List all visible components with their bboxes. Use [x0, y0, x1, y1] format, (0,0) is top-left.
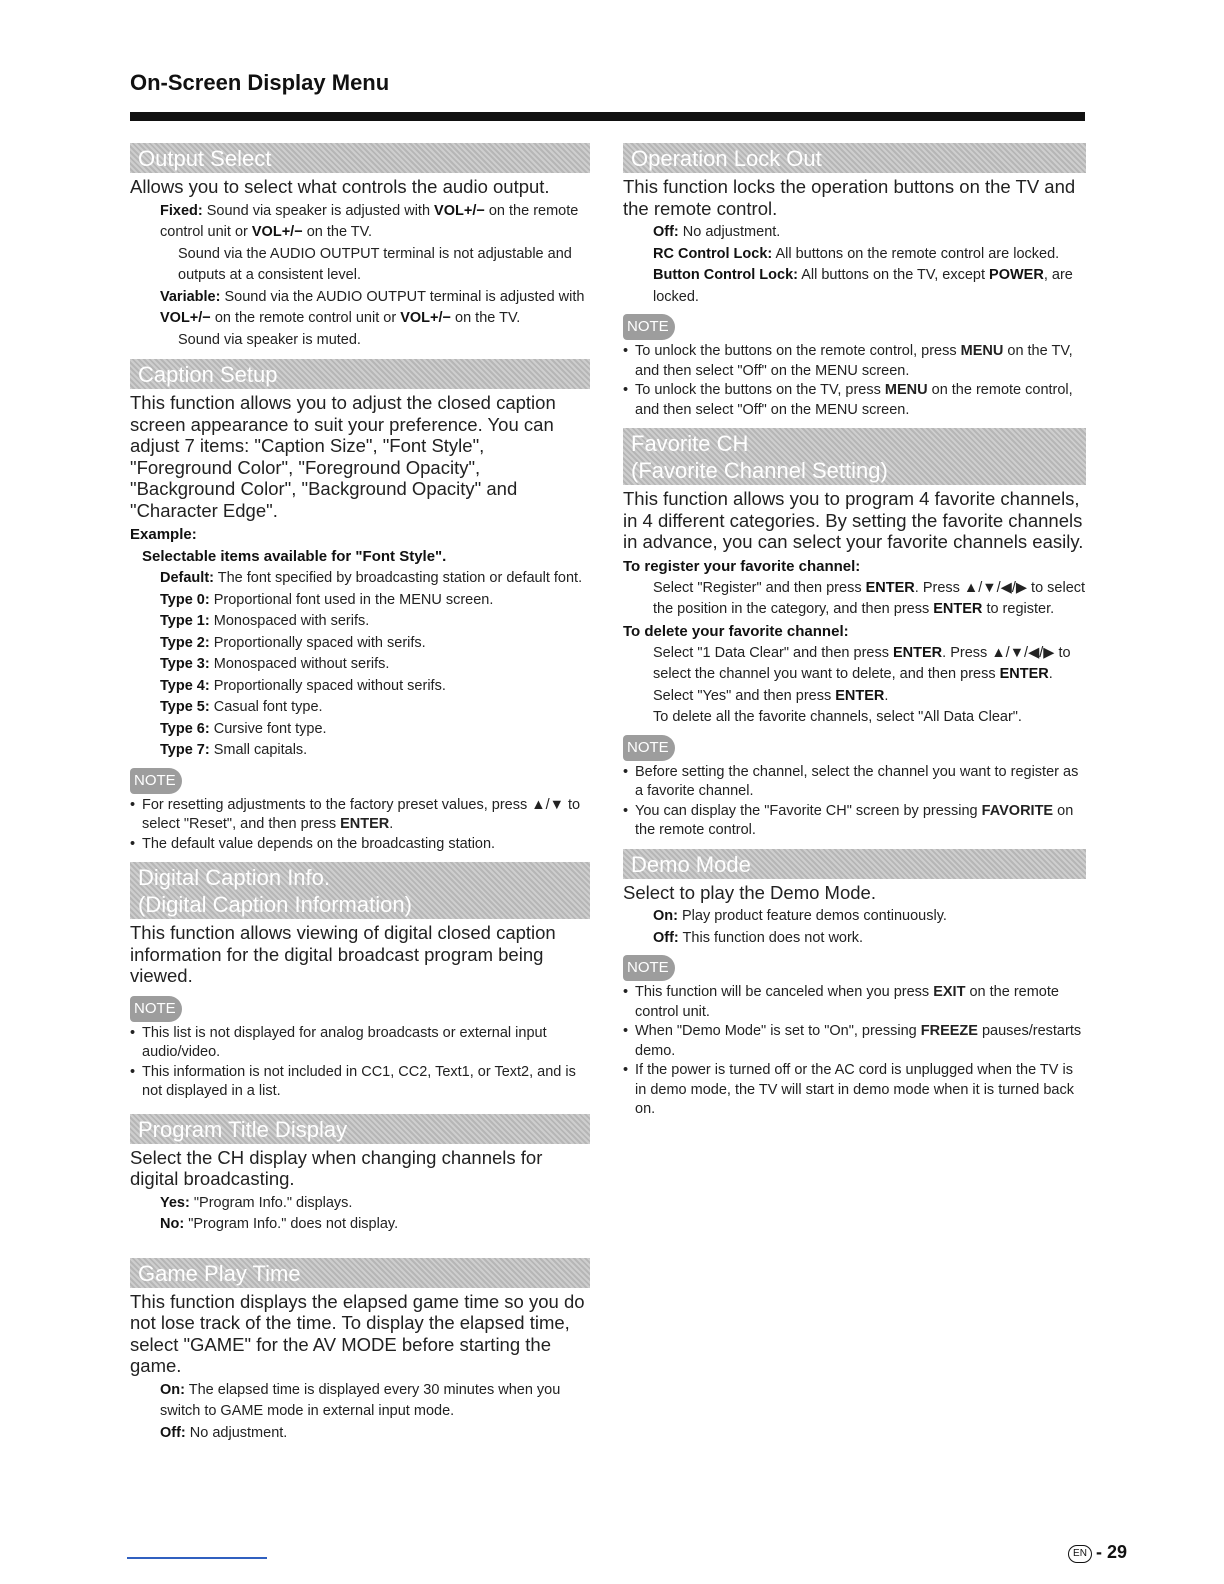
option-text: Small capitals. [213, 742, 308, 758]
right-column [623, 143, 1086, 1120]
option-variable [130, 287, 590, 330]
note-badge: NOTE [623, 314, 675, 340]
note-item [623, 381, 1086, 420]
option-label: Variable: [160, 288, 221, 305]
section-digital-caption-info [130, 862, 590, 1102]
note-text: You can display the "Favorite CH" screen by pressing [635, 802, 978, 819]
list-item [130, 654, 590, 676]
step-text: . Select "Yes" and then press [653, 666, 1053, 704]
note-item [130, 796, 590, 835]
note-item: • If the power is turned off or the AC cord is unplugged when the TV is in demo mode, the TV will start in demo mode when it is turned back on. [623, 1061, 1086, 1120]
list-item [130, 633, 590, 655]
option-off [623, 928, 1086, 950]
option-label: Button Control Lock: [653, 267, 798, 283]
option-text: Monospaced without serifs. [213, 656, 390, 672]
option-label: Type 5: [160, 699, 210, 715]
note-text: on the remote control. [635, 802, 1074, 838]
option-label: Default: [160, 570, 214, 586]
section-intro: This function displays the elapsed game time so you do not lose track of the time. To display the elapsed time, select "GAME" for the AV MODE before starting the game. [130, 1290, 585, 1376]
note-item: • The default value depends on the broadcasting station. [130, 835, 590, 855]
section-title: Operation Lock Out [623, 143, 1086, 173]
step-text: Select "Register" and then press [653, 579, 862, 596]
register-steps [623, 578, 1086, 621]
key-label: VOL+/− [434, 202, 485, 219]
option-fixed [130, 201, 590, 244]
key-label: ENTER [865, 579, 915, 596]
section-intro: This function locks the operation buttons on the TV and the remote control. [623, 176, 1076, 219]
section-intro: This function allows you to program 4 favorite channels, in 4 different categories. By setting the favorite channels in advance, you can select your favorite channels easily. [623, 488, 1084, 552]
option-text: Monospaced with serifs. [213, 613, 370, 629]
step-text: Select "1 Data Clear" and then press [653, 644, 889, 661]
option-text: , are locked. [653, 267, 1073, 305]
list-item [130, 676, 590, 698]
key-label: ENTER [893, 644, 943, 661]
option-text: Cursive font type. [213, 720, 327, 737]
list-item [130, 611, 590, 633]
note-item [623, 342, 1086, 381]
option-text: "Program Info." displays. [193, 1194, 353, 1211]
note-text: pauses/restarts demo. [635, 1023, 1082, 1059]
section-output-select [130, 143, 590, 351]
register-label: To register your favorite channel: [623, 557, 861, 575]
option-text: All buttons on the TV, except [801, 267, 986, 283]
section-intro: Allows you to select what controls the audio output. [130, 176, 550, 197]
option-label: Type 3: [160, 656, 210, 672]
option-label: Off: [653, 929, 679, 946]
option-on [130, 1380, 590, 1423]
note-text: To unlock the buttons on the TV, press [635, 382, 881, 398]
step-text: . [884, 687, 889, 704]
option-text: The font specified by broadcasting station or default font. [217, 570, 583, 586]
delete-label: To delete your favorite channel: [623, 622, 849, 640]
section-title: Demo Mode [623, 849, 1086, 879]
note-item: • This list is not displayed for analog broadcasts or external input audio/video. [130, 1024, 590, 1063]
selectable-label: Selectable items available for "Font Style". [142, 548, 447, 565]
option-label: On: [160, 1381, 185, 1398]
note-text: When "Demo Mode" is set to "On", pressing [635, 1023, 917, 1039]
list-item [130, 740, 590, 762]
section-intro: Select the CH display when changing channels for digital broadcasting. [130, 1146, 543, 1189]
note-item [623, 1022, 1086, 1061]
step-text: . Press ▲/▼/◀/▶ to select the channel you want to delete, and then press [653, 644, 1071, 682]
note-text: on the remote control unit. [635, 984, 1059, 1020]
key-label: VOL+/− [160, 310, 211, 326]
option-text: "Program Info." does not display. [188, 1216, 399, 1232]
note-item [623, 802, 1086, 841]
list-item [130, 568, 590, 590]
footer-link-line [127, 1557, 267, 1559]
section-title [623, 428, 1086, 485]
list-item [130, 590, 590, 612]
section-program-title-display [130, 1114, 590, 1236]
page-header [130, 70, 1085, 96]
section-demo-mode [623, 849, 1086, 1120]
step-text: to register. [986, 601, 1055, 617]
option-text: No adjustment. [682, 224, 781, 240]
option-label: Type 1: [160, 613, 210, 629]
option-label: Off: [160, 1424, 186, 1441]
key-label: MENU [960, 343, 1004, 359]
option-text: on the remote control unit or [160, 202, 579, 240]
option-off [130, 1423, 590, 1445]
note-text: For resetting adjustments to the factory preset values, press ▲/▼ to select "Reset", and then press [142, 796, 581, 832]
note-text: . [389, 816, 394, 832]
note-text: on the TV, and then select "Off" on the MENU screen. [635, 343, 1073, 379]
option-label: Yes: [160, 1194, 190, 1211]
section-intro: This function allows you to adjust the closed caption screen appearance to suit your preference. You can adjust 7 items: "Caption Size", "Font Style", "Foreground Color", "Foreground Opacity", "Background Color", "Background Opacity" and "Character Edge". [130, 392, 556, 521]
left-column [130, 143, 590, 1444]
option-text: Proportionally spaced with serifs. [213, 634, 426, 651]
key-label: MENU [884, 382, 928, 398]
key-label: POWER [989, 267, 1044, 283]
key-label: ENTER [340, 816, 390, 832]
section-title-line: (Favorite Channel Setting) [631, 458, 888, 483]
note-item: • This information is not included in CC1, CC2, Text1, or Text2, and is not displayed in a list. [130, 1063, 590, 1102]
page-number-text: - 29 [1096, 1542, 1128, 1562]
option-text: on the TV. [306, 224, 373, 240]
option-no [130, 1214, 590, 1236]
key-label: FREEZE [920, 1023, 978, 1039]
note-text: on the remote control, and then select "Off" on the MENU screen. [635, 382, 1073, 418]
option-off [623, 222, 1086, 244]
note-badge: NOTE [130, 996, 182, 1022]
section-title: Output Select [130, 143, 590, 173]
option-text: Casual font type. [213, 699, 323, 715]
option-text: Play product feature demos continuously. [682, 908, 947, 924]
option-on [623, 906, 1086, 928]
option-label: Fixed: [160, 202, 203, 219]
key-label: ENTER [933, 601, 983, 617]
section-intro: Select to play the Demo Mode. [623, 881, 876, 903]
note-text: This function will be canceled when you press [635, 984, 930, 1000]
section-title-line: Digital Caption Info. [138, 865, 330, 890]
option-text: This function does not work. [682, 929, 864, 946]
option-button-control-lock [623, 265, 1086, 308]
note-item: • Before setting the channel, select the channel you want to register as a favorite channel. [623, 763, 1086, 802]
option-rc-control-lock [623, 244, 1086, 266]
option-text: No adjustment. [189, 1424, 288, 1441]
option-text: Proportional font used in the MENU screen. [213, 591, 494, 608]
option-text: on the TV. [455, 310, 521, 326]
section-title: Caption Setup [130, 359, 590, 389]
section-game-play-time [130, 1258, 590, 1445]
step-text: . Press ▲/▼/◀/▶ to select the position in the category, and then press [653, 579, 1086, 617]
key-label: FAVORITE [981, 802, 1054, 819]
section-title [130, 862, 590, 919]
section-operation-lock-out [623, 143, 1086, 420]
option-label: Type 4: [160, 677, 210, 694]
option-label: RC Control Lock: [653, 245, 773, 262]
key-label: EXIT [933, 984, 966, 1000]
delete-all-step: To delete all the favorite channels, select "All Data Clear". [653, 709, 1022, 725]
option-detail: Sound via speaker is muted. [178, 331, 361, 348]
option-label: No: [160, 1216, 185, 1232]
page-title: On-Screen Display Menu [130, 70, 390, 95]
option-label: Off: [653, 224, 679, 240]
option-label: Type 6: [160, 720, 210, 737]
section-caption-setup [130, 359, 590, 854]
font-style-list [130, 568, 590, 762]
header-rule [130, 112, 1085, 121]
option-text: Sound via speaker is adjusted with [206, 202, 431, 219]
list-item [130, 719, 590, 741]
option-label: On: [653, 908, 678, 924]
section-title-line: Favorite CH [631, 431, 749, 456]
key-label: ENTER [835, 687, 885, 704]
note-item [623, 983, 1086, 1022]
note-badge: NOTE [623, 955, 675, 981]
option-text: on the remote control unit or [214, 310, 397, 326]
option-label: Type 0: [160, 591, 210, 608]
key-label: VOL+/− [400, 310, 451, 326]
note-text: To unlock the buttons on the remote control, press [635, 343, 957, 359]
delete-steps [623, 643, 1086, 708]
option-text: All buttons on the remote control are locked. [775, 245, 1060, 262]
page-number [1068, 1542, 1127, 1563]
section-title: Game Play Time [130, 1258, 590, 1288]
option-text: The elapsed time is displayed every 30 minutes when you switch to GAME mode in external input mode. [160, 1381, 561, 1419]
note-badge: NOTE [623, 735, 675, 761]
option-text: Proportionally spaced without serifs. [213, 677, 446, 694]
example-label: Example: [130, 526, 197, 543]
option-detail: Sound via the AUDIO OUTPUT terminal is not adjustable and outputs at a consistent level. [178, 245, 572, 283]
note-badge: NOTE [130, 768, 182, 794]
language-en-icon: EN [1068, 1545, 1092, 1563]
section-intro: This function allows viewing of digital closed caption information for the digital broadcast program being viewed. [130, 922, 556, 986]
key-label: ENTER [999, 666, 1049, 682]
list-item [130, 697, 590, 719]
section-title-line: (Digital Caption Information) [138, 892, 412, 917]
option-yes [130, 1193, 590, 1215]
option-label: Type 2: [160, 634, 210, 651]
key-label: VOL+/− [251, 224, 303, 240]
section-title: Program Title Display [130, 1114, 590, 1144]
option-label: Type 7: [160, 742, 210, 758]
option-text: Sound via the AUDIO OUTPUT terminal is adjusted with [224, 288, 585, 305]
section-favorite-ch [623, 428, 1086, 841]
